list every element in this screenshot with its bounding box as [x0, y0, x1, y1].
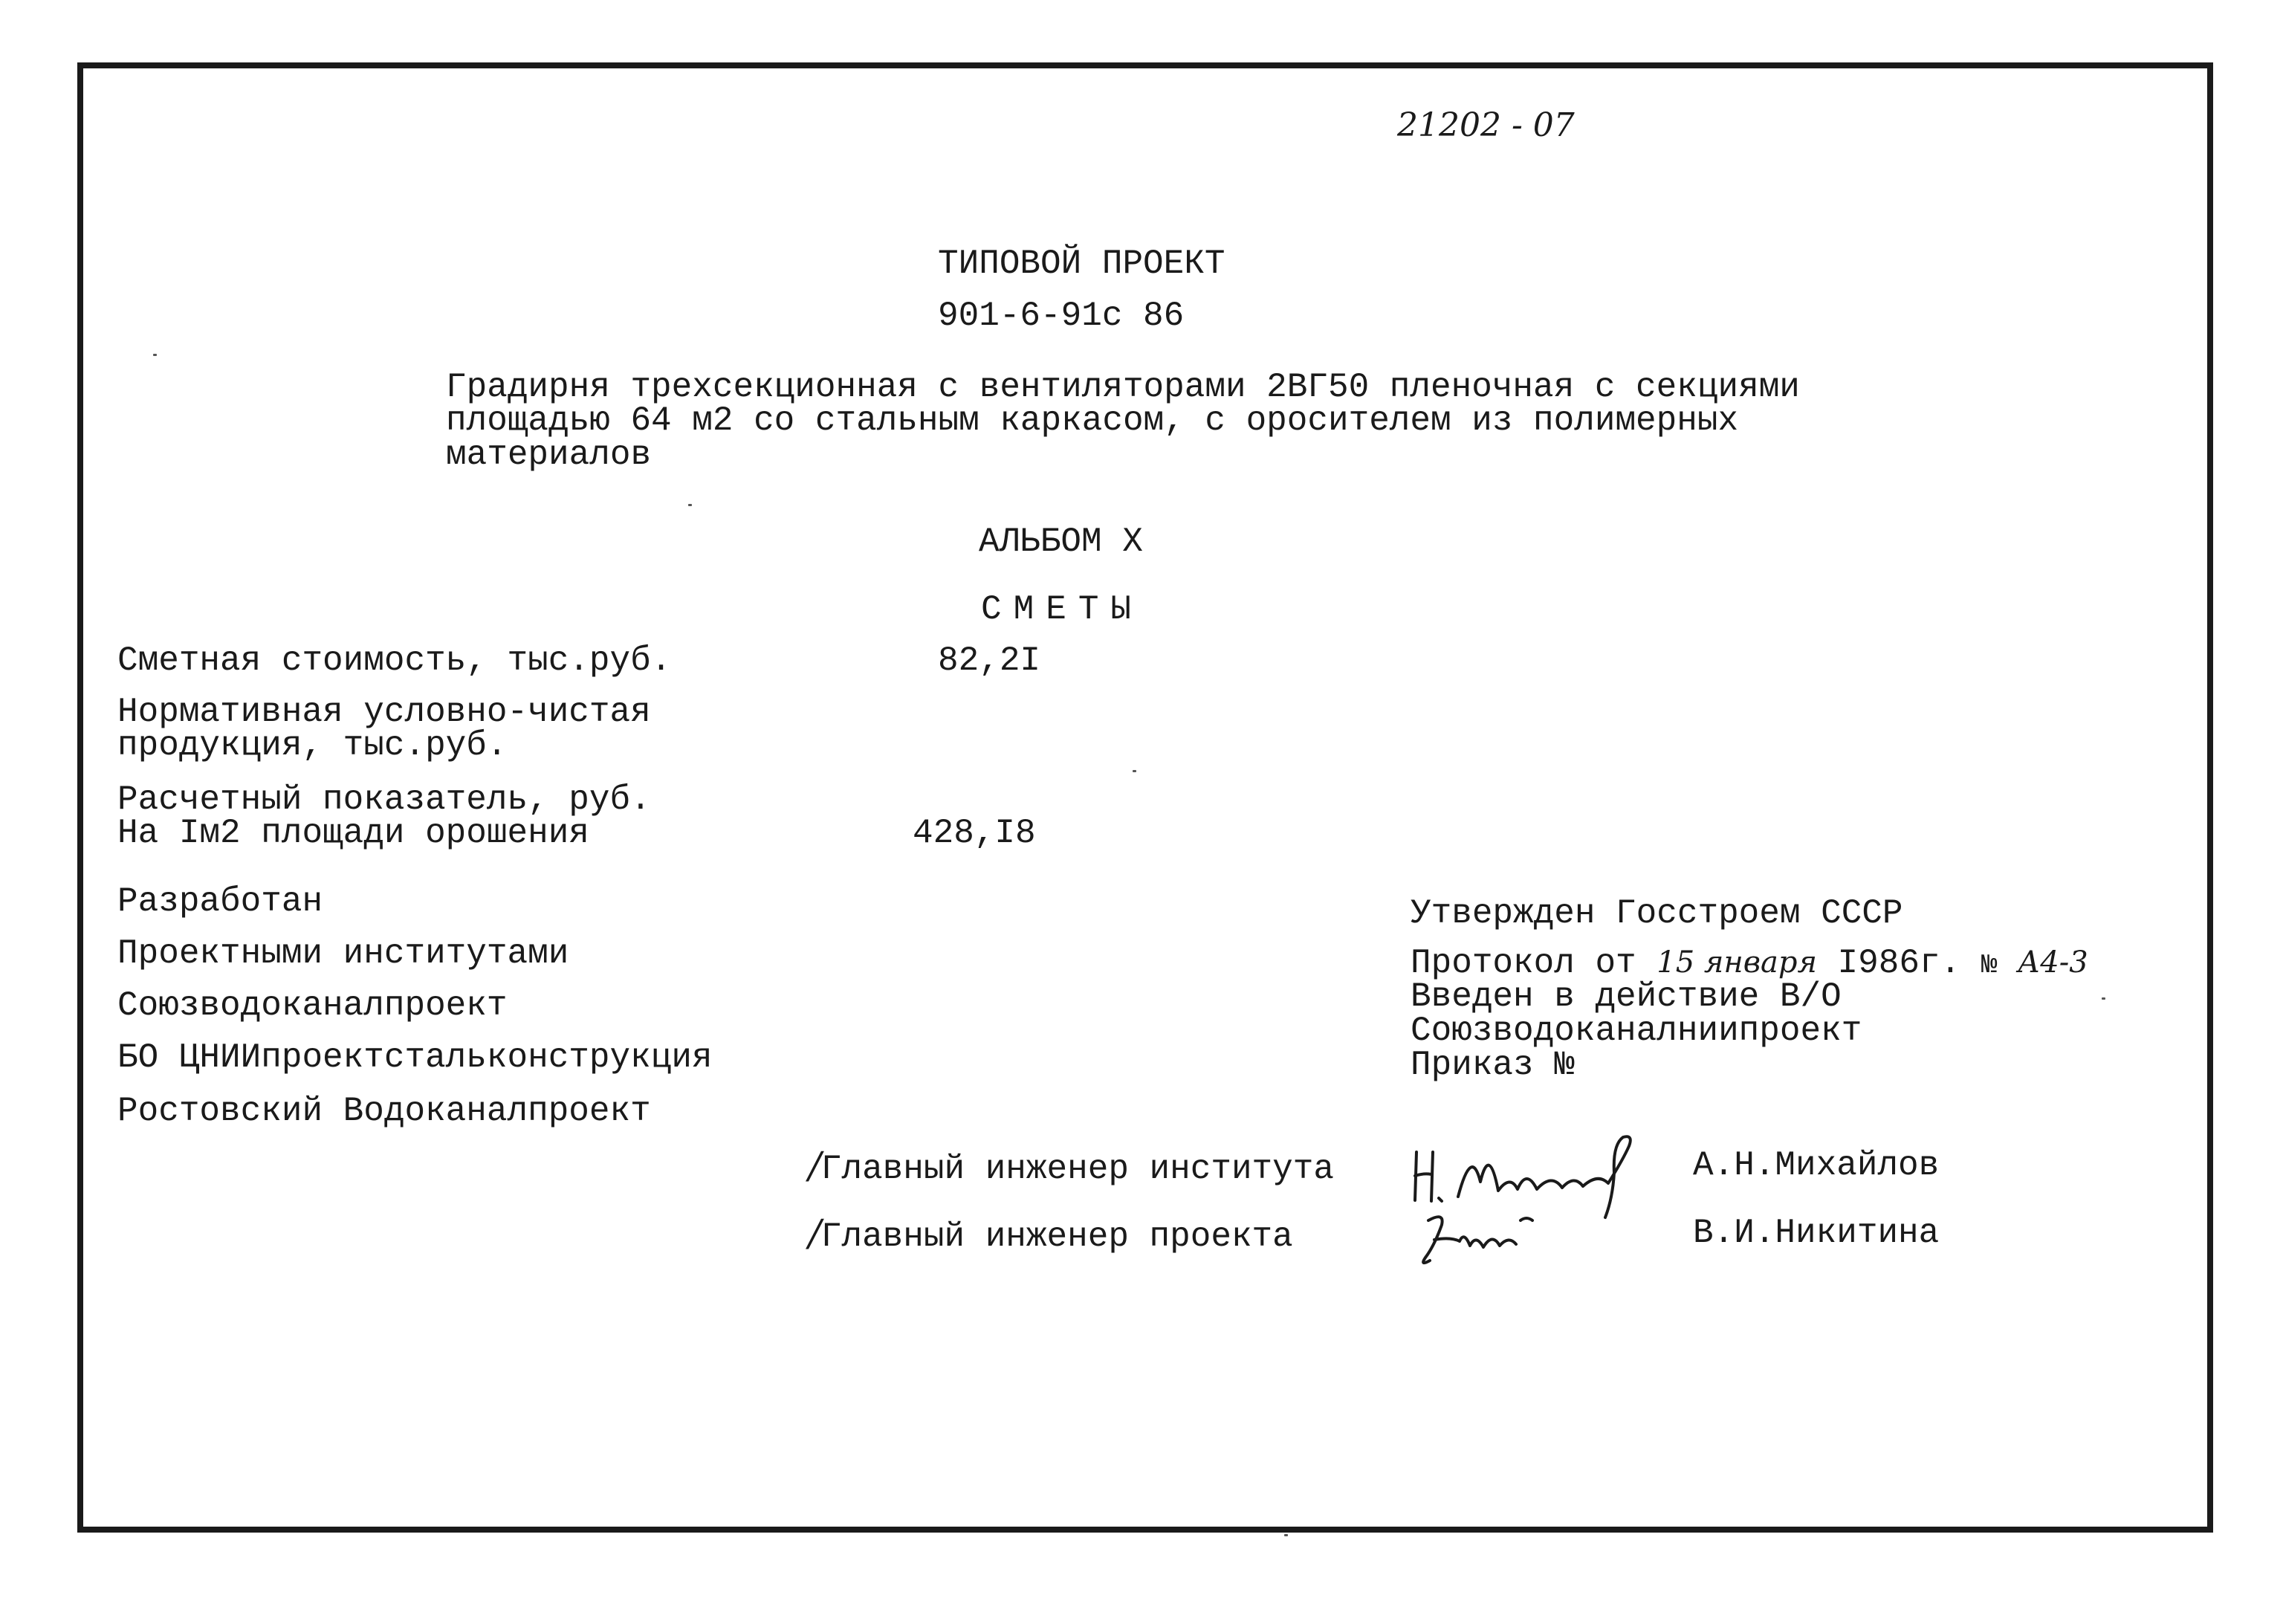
slash-mark: / [809, 1144, 821, 1187]
project-code: 901-6-91с 86 [938, 297, 1185, 335]
scan-speck [688, 504, 692, 506]
slash-mark: / [809, 1211, 821, 1255]
section-label: СМЕТЫ [981, 590, 1144, 629]
protocol-prefix: Протокол от [1411, 944, 1636, 983]
approval-line-3: Введен в действие В/О [1411, 977, 1842, 1016]
description-line-2: площадью 64 м2 со стальным каркасом, с оросителем из полимерных [446, 401, 1739, 440]
signature-2-role [809, 1211, 1293, 1256]
description-line-1: Градирня трехсекционная с вентиляторами 2ВГ50 пленочная с секциями [446, 368, 1800, 407]
protocol-number-sign: № [1981, 950, 1998, 980]
album-label: АЛЬБОМ X [979, 523, 1143, 561]
signature-2-role-text: Главный инженер проекта [820, 1217, 1293, 1256]
protocol-date-handwritten: 15 января [1657, 945, 1817, 980]
signature-1-role [809, 1144, 1334, 1188]
description-line-3: материалов [446, 436, 652, 474]
developed-by-heading: Разработан [117, 882, 323, 921]
indicator-1-value: 82,2I [938, 641, 1041, 680]
protocol-number-handwritten: А4-3 [2018, 945, 2088, 980]
approval-line-5: Приказ № [1411, 1046, 1575, 1084]
signature-1-role-text: Главный инженер института [820, 1150, 1334, 1188]
approval-line-1: Утвержден Госстроем СССР [1411, 894, 1903, 933]
doc-number: 21202 - 07 [1397, 106, 1575, 144]
signature-2-name: В.И.Никитина [1693, 1214, 1940, 1252]
signature-2-scribble [1412, 1204, 1583, 1271]
developed-by-line-2: Союзводоканалпроект [117, 986, 508, 1025]
indicator-1-label: Сметная стоимость, тыс.руб. [117, 641, 672, 680]
scan-speck [1133, 770, 1136, 772]
doc-title: ТИПОВОЙ ПРОЕКТ [938, 245, 1225, 283]
developed-by-line-3: БО ЦНИИпроектстальконструкция [117, 1038, 713, 1077]
indicator-3-label-line-2: На Iм2 площади орошения [117, 814, 589, 853]
indicator-3-value: 428,I8 [913, 814, 1036, 853]
developed-by-line-4: Ростовский Водоканалпроект [117, 1092, 651, 1130]
approval-line-4: Союзводоканалниипроект [1411, 1012, 1862, 1050]
indicator-2-label-line-2: продукция, тыс.руб. [117, 726, 508, 765]
indicator-3-label-line-1: Расчетный показатель, руб. [117, 780, 651, 819]
protocol-year: I986г. [1837, 944, 1961, 983]
scan-speck [2102, 997, 2105, 1000]
scan-speck [1284, 1534, 1288, 1536]
developed-by-line-1: Проектными институтами [117, 934, 569, 973]
scan-speck [153, 354, 157, 356]
signature-1-name: А.Н.Михайлов [1693, 1146, 1940, 1185]
indicator-2-label-line-1: Нормативная условно-чистая [117, 693, 651, 731]
